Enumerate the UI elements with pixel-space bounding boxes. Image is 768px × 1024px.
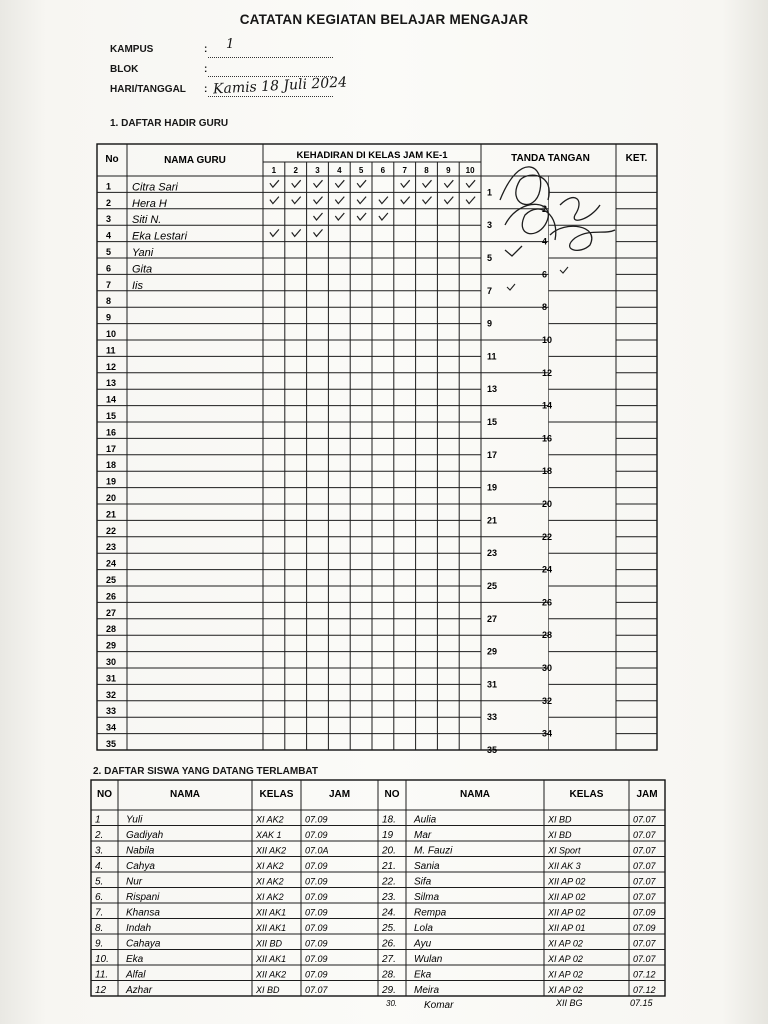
row-number: 30 (106, 657, 117, 667)
late-no-left: 3. (95, 845, 104, 857)
row-number: 32 (106, 689, 117, 700)
ttd-number: 18 (542, 466, 553, 477)
late-nama-right: Meira (414, 985, 440, 996)
header-no: No (105, 154, 119, 165)
teacher-name: Eka Lestari (132, 230, 188, 243)
late-jam-right: 07.07 (633, 845, 656, 856)
late-nama-left: Nur (126, 876, 143, 888)
late-nama-right: M. Fauzi (414, 845, 453, 857)
header-ket: KET. (625, 153, 648, 164)
jam-number: 9 (446, 166, 451, 175)
section2-title: 2. DAFTAR SISWA YANG DATANG TERLAMBAT (93, 766, 318, 777)
late-nama-left: Azhar (126, 985, 153, 996)
teacher-name: Citra Sari (132, 181, 178, 194)
late-nama-left: Cahya (126, 861, 155, 872)
row-number: 16 (106, 427, 117, 438)
late-nama-left: Rispani (126, 892, 160, 903)
late-jam-left: 07.09 (305, 830, 328, 840)
ttd-number: 20 (542, 499, 553, 509)
hari-tanggal-colon: : (204, 84, 208, 95)
section1-title: 1. DAFTAR HADIR GURU (110, 118, 229, 129)
late-kelas-right: XII AP 01 (548, 923, 586, 933)
late-nama-left: Nabila (126, 845, 155, 857)
late-no-right: 20. (382, 845, 396, 857)
late-kelas-right: XII AP 02 (548, 892, 586, 902)
late-nama-right: Lola (414, 923, 433, 934)
ttd-number: 28 (542, 630, 553, 641)
late-jam-left: 07.09 (305, 954, 328, 964)
ttd-number: 10 (542, 335, 553, 345)
ttd-number: 24 (542, 564, 553, 575)
row-number: 9 (106, 312, 112, 323)
late-no-left: 11. (95, 969, 109, 981)
late-kelas-left: XAK 1 (256, 830, 282, 840)
kampus-label: KAMPUS (110, 44, 154, 55)
row-number: 5 (106, 247, 112, 257)
late-no-left: 5. (95, 876, 104, 888)
ttd-number: 30 (542, 663, 553, 673)
kampus-colon: : (204, 44, 208, 55)
late-kelas-left: XII BD (256, 938, 283, 949)
late-kelas-extra: XII BG (556, 998, 583, 1008)
teacher-name: Hera H (132, 197, 167, 210)
ttd-number: 22 (542, 531, 553, 542)
late-nama-left: Yuli (126, 814, 143, 826)
late-jam-left: 07.07 (305, 985, 328, 995)
ttd-number: 23 (487, 548, 498, 559)
ttd-number: 29 (487, 646, 498, 657)
late-no-left: 8. (95, 923, 104, 934)
kampus-value: 1 (226, 37, 235, 52)
late-jam-right: 07.09 (633, 923, 656, 933)
late-jam-right: 07.07 (633, 938, 656, 949)
row-number: 31 (106, 673, 117, 684)
late-nama-right: Eka (414, 969, 432, 981)
late-no-left: 6. (95, 892, 104, 903)
teacher-name: Gita (132, 263, 153, 276)
header-tanda-tangan: TANDA TANGAN (511, 153, 590, 164)
late-no-left: 7. (95, 907, 104, 919)
late-nama-right: Ayu (414, 938, 432, 950)
late-kelas-left: XI AK2 (256, 814, 284, 825)
late-kelas-left: XII AK1 (256, 923, 287, 933)
late-no-right: 25. (382, 923, 396, 934)
late-kelas-right: XI AP 02 (548, 938, 583, 949)
row-number: 10 (106, 329, 117, 339)
row-number: 12 (106, 361, 117, 372)
header-kelas-left: KELAS (259, 789, 294, 800)
row-number: 27 (106, 607, 117, 618)
blok-label: BLOK (110, 64, 139, 75)
jam-number: 4 (337, 166, 342, 175)
late-jam-left: 07.09 (305, 923, 328, 933)
ttd-number: 15 (487, 417, 498, 427)
late-no-right: 28. (382, 969, 396, 981)
jam-number: 1 (271, 166, 277, 175)
row-number: 15 (106, 411, 117, 421)
late-jam-right: 07.07 (633, 876, 656, 887)
late-no-right: 26. (382, 938, 396, 950)
late-jam-left: 07.09 (305, 892, 328, 902)
header-no-left: NO (97, 789, 112, 800)
teacher-name: Siti N. (132, 214, 162, 227)
row-number: 7 (106, 279, 112, 290)
header-jam-left: JAM (328, 789, 351, 800)
header-nama-guru: NAMA GURU (164, 155, 226, 166)
late-kelas-right: XI AP 02 (548, 985, 583, 995)
ttd-number: 27 (487, 613, 498, 624)
jam-number: 6 (380, 166, 386, 175)
row-number: 35 (106, 739, 117, 749)
row-number: 29 (106, 640, 117, 651)
row-number: 23 (106, 542, 117, 553)
late-no-left: 2. (95, 830, 104, 841)
header-kehadiran: KEHADIRAN DI KELAS JAM KE-1 (296, 150, 448, 161)
late-jam-right: 07.07 (633, 814, 656, 825)
header-nama-left: NAMA (170, 789, 200, 800)
late-kelas-right: XII AK 3 (548, 861, 581, 871)
header-nama-right: NAMA (460, 789, 490, 800)
late-no-right: 21. (382, 861, 396, 872)
ttd-number: 1 (487, 187, 493, 198)
late-kelas-left: XI BD (256, 985, 280, 995)
late-jam-left: 07.0A (305, 845, 329, 856)
late-no-right: 29. (382, 985, 396, 996)
row-number: 13 (106, 378, 117, 389)
ttd-number: 34 (542, 728, 553, 739)
late-kelas-left: XII AK1 (256, 954, 287, 964)
late-jam-left: 07.09 (305, 876, 328, 887)
blok-colon: : (204, 64, 208, 75)
late-kelas-left: XI AK2 (256, 892, 284, 902)
late-kelas-right: XI AP 02 (548, 954, 583, 964)
late-jam-left: 07.09 (305, 814, 328, 825)
late-no-right: 27. (382, 954, 396, 965)
late-nama-right: Aulia (414, 814, 437, 826)
ttd-number: 8 (542, 302, 548, 313)
late-kelas-right: XI BD (548, 814, 572, 825)
jam-number: 10 (465, 166, 475, 175)
late-nama-left: Cahaya (126, 938, 161, 950)
late-kelas-right: XII AP 02 (548, 907, 586, 918)
ttd-number: 3 (487, 220, 493, 231)
jam-number: 5 (358, 166, 364, 175)
late-jam-right: 07.12 (633, 985, 656, 995)
jam-number: 2 (293, 166, 298, 175)
jam-number: 7 (402, 166, 407, 175)
ttd-number: 14 (542, 400, 553, 411)
ttd-number: 6 (542, 269, 548, 280)
late-no-left: 1 (95, 814, 101, 826)
late-kelas-left: XII AK1 (256, 907, 287, 918)
document-title: CATATAN KEGIATAN BELAJAR MENGAJAR (239, 12, 529, 27)
row-number: 18 (106, 460, 117, 471)
row-number: 22 (106, 525, 117, 536)
jam-number: 8 (424, 166, 429, 175)
late-jam-right: 07.07 (633, 892, 656, 902)
late-jam-right: 07.07 (633, 954, 656, 964)
late-kelas-left: XI AK2 (256, 876, 284, 887)
header-jam-right: JAM (636, 789, 658, 800)
late-nama-right: Mar (414, 830, 432, 841)
late-jam-right: 07.09 (633, 907, 656, 918)
ttd-number: 33 (487, 712, 498, 723)
late-no-right: 24. (382, 907, 396, 919)
ttd-number: 5 (487, 253, 493, 263)
ttd-number: 35 (487, 745, 498, 755)
row-number: 28 (106, 624, 117, 635)
teacher-name: Iis (132, 279, 143, 292)
ttd-number: 4 (542, 236, 548, 247)
late-nama-right: Silma (414, 892, 440, 903)
late-kelas-right: XI AP 02 (548, 969, 583, 980)
row-number: 4 (106, 230, 112, 241)
row-number: 20 (106, 493, 117, 503)
late-nama-left: Khansa (126, 907, 160, 919)
late-jam-left: 07.09 (305, 938, 328, 949)
ttd-number: 9 (487, 318, 493, 329)
ttd-number: 25 (487, 581, 498, 591)
ttd-number: 13 (487, 384, 498, 395)
late-nama-extra: Komar (424, 1000, 454, 1011)
ttd-number: 11 (487, 351, 497, 362)
late-nama-right: Sifa (414, 876, 432, 888)
late-no-extra: 30. (386, 999, 398, 1008)
late-jam-left: 07.09 (305, 907, 328, 918)
late-nama-right: Wulan (414, 954, 443, 965)
ttd-number: 7 (487, 285, 493, 296)
row-number: 6 (106, 263, 112, 274)
late-jam-left: 07.09 (305, 861, 328, 871)
ttd-number: 32 (542, 695, 553, 706)
late-no-left: 10. (95, 954, 109, 965)
row-number: 34 (106, 722, 117, 733)
row-number: 26 (106, 591, 117, 602)
late-kelas-left: XI AK2 (256, 861, 284, 871)
late-jam-right: 07.07 (633, 830, 656, 840)
late-jam-left: 07.09 (305, 969, 328, 980)
late-no-right: 18. (382, 814, 396, 826)
ttd-number: 21 (487, 515, 498, 526)
ttd-number: 31 (487, 679, 498, 690)
late-nama-left: Alfal (126, 969, 146, 981)
late-jam-extra: 07.15 (630, 998, 653, 1008)
late-nama-left: Gadiyah (126, 830, 164, 841)
late-no-left: 12 (95, 985, 107, 996)
ttd-number: 12 (542, 367, 553, 378)
ttd-number: 19 (487, 482, 498, 493)
row-number: 19 (106, 476, 117, 487)
ttd-number: 2 (542, 203, 548, 214)
row-number: 11 (106, 345, 116, 356)
late-no-right: 19 (382, 830, 394, 841)
teacher-name: Yani (132, 247, 154, 259)
late-jam-right: 07.07 (633, 861, 656, 871)
late-kelas-right: XII AP 02 (548, 876, 586, 887)
late-kelas-left: XII AK2 (256, 845, 287, 856)
late-nama-right: Sania (414, 861, 440, 872)
late-no-left: 4. (95, 861, 104, 872)
late-no-right: 22. (382, 876, 396, 888)
row-number: 21 (106, 509, 117, 520)
late-nama-left: Eka (126, 954, 144, 965)
row-number: 25 (106, 575, 117, 585)
late-nama-left: Indah (126, 923, 152, 934)
late-no-right: 23. (382, 892, 396, 903)
late-kelas-right: XI Sport (548, 845, 581, 856)
row-number: 24 (106, 558, 117, 569)
late-no-left: 9. (95, 938, 104, 950)
late-kelas-left: XII AK2 (256, 969, 287, 980)
late-kelas-right: XI BD (548, 830, 572, 840)
hari-tanggal-label: HARI/TANGGAL (110, 84, 186, 95)
row-number: 1 (106, 181, 112, 192)
row-number: 2 (106, 197, 112, 208)
ttd-number: 16 (542, 433, 553, 444)
header-no-right: NO (384, 789, 400, 800)
ttd-number: 17 (487, 449, 498, 460)
hari-tanggal-value: Kamis 18 Juli 2024 (212, 74, 348, 98)
jam-number: 3 (315, 166, 320, 175)
row-number: 14 (106, 394, 117, 405)
row-number: 8 (106, 296, 112, 307)
row-number: 17 (106, 443, 117, 454)
late-nama-right: Rempa (414, 907, 447, 919)
row-number: 33 (106, 706, 117, 717)
row-number: 3 (106, 214, 112, 225)
ttd-number: 26 (542, 597, 553, 608)
header-kelas-right: KELAS (569, 789, 604, 800)
late-jam-right: 07.12 (633, 969, 656, 980)
